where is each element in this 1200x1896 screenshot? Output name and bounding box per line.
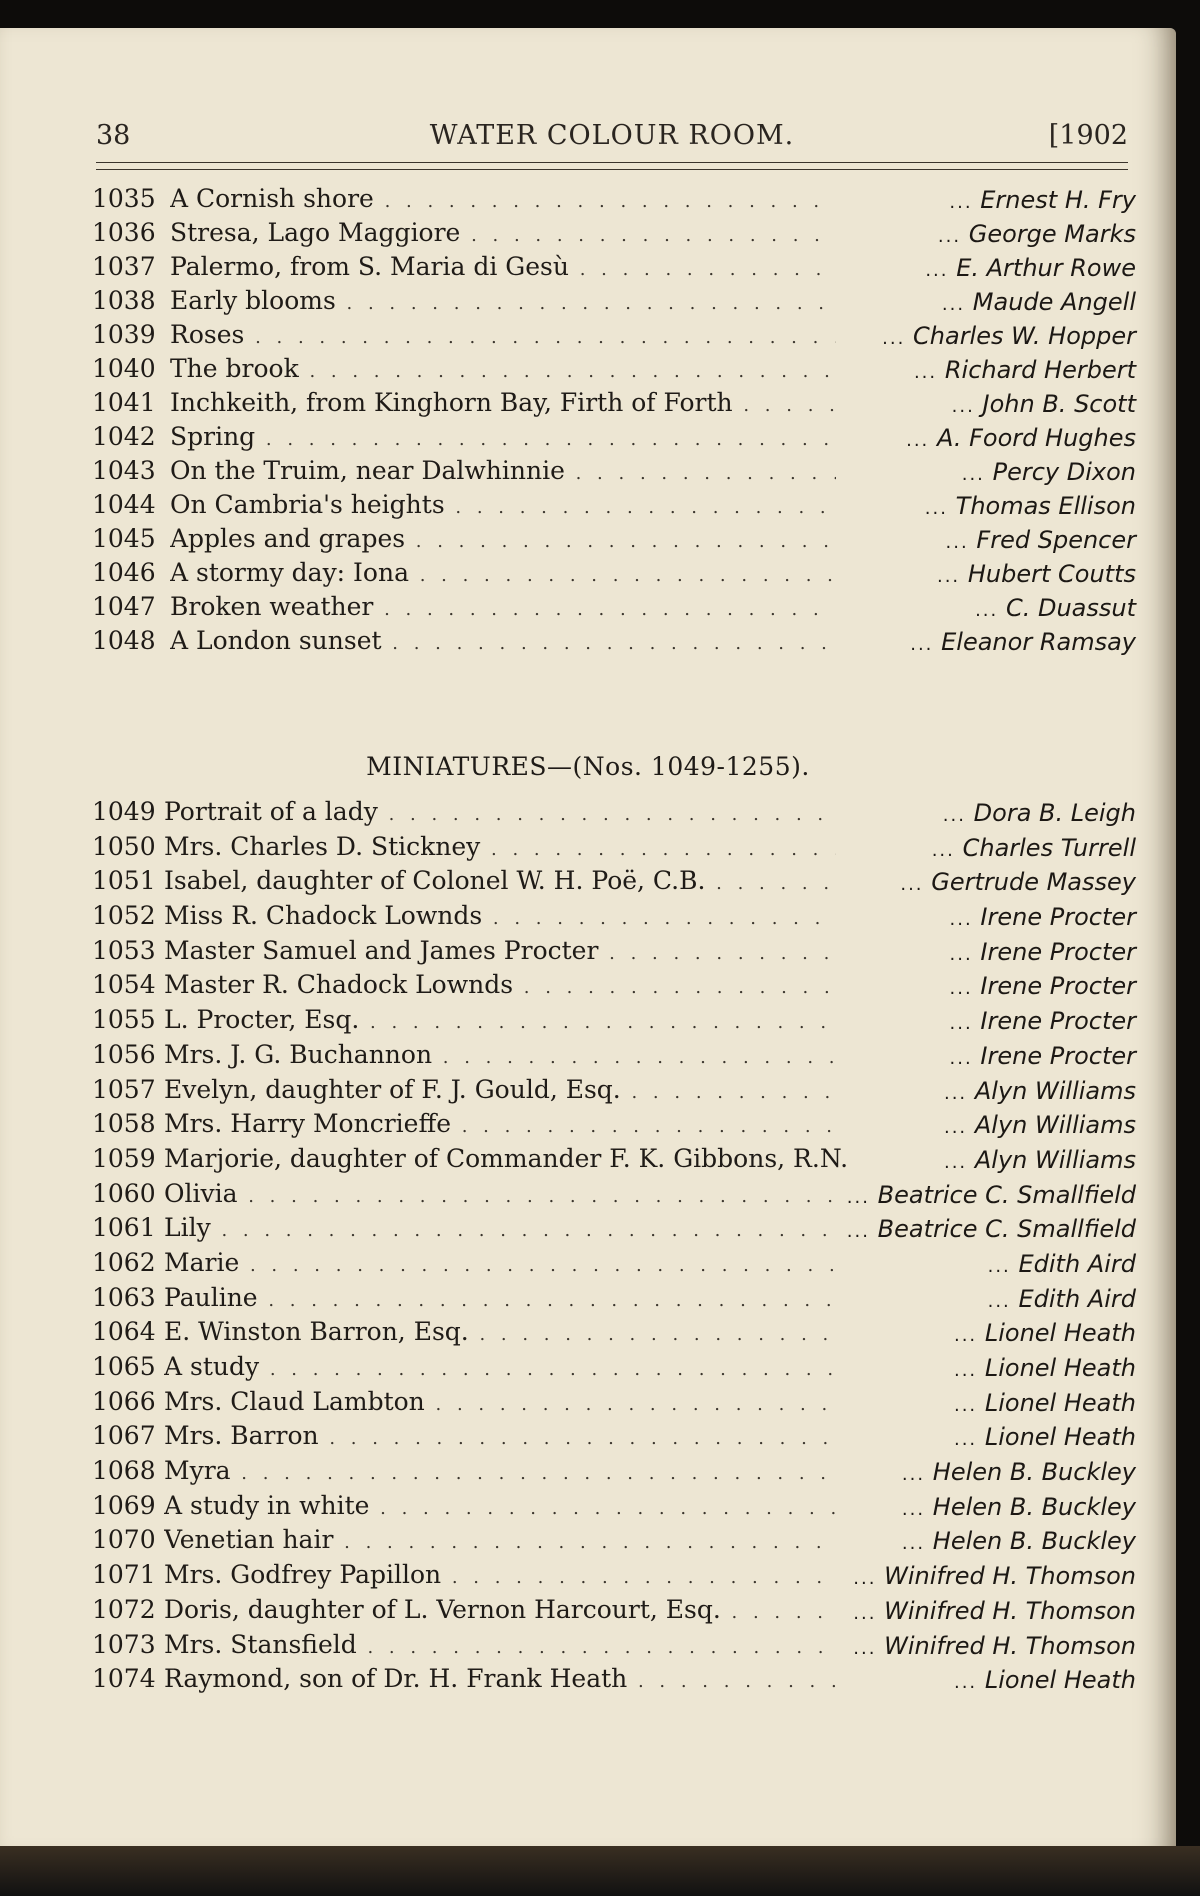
entry-number: 1048: [92, 626, 156, 655]
entry-title: The brook . . .: [170, 354, 836, 383]
catalogue-entry: [92, 1525, 1136, 1560]
entry-title: Venetian hair . . .: [164, 1525, 836, 1554]
entry-number: 1067: [92, 1421, 156, 1451]
entry-artist: ... Beatrice C. Smallfield: [836, 1215, 1136, 1243]
page-number: 38: [96, 120, 131, 151]
catalogue-entry: [92, 1248, 1136, 1283]
entry-number: 1058: [92, 1109, 156, 1139]
catalogue-entry: [92, 1283, 1136, 1318]
entry-artist: ... Percy Dixon: [836, 458, 1136, 486]
entry-artist: ... C. Duassut: [836, 594, 1136, 622]
entry-number: 1045: [92, 524, 156, 553]
entry-title: Inchkeith, from Kinghorn Bay, Firth of Forth . . .: [170, 388, 836, 417]
page-year: [1902: [1048, 120, 1128, 151]
entry-number: 1059: [92, 1143, 156, 1173]
catalogue-entry: [92, 1560, 1136, 1595]
entry-number: 1068: [92, 1456, 156, 1486]
entry-number: 1054: [92, 970, 156, 1000]
catalogue-entry: [92, 901, 1136, 936]
catalogue-entry: [92, 1005, 1136, 1040]
entry-artist: ... Dora B. Leigh: [836, 799, 1136, 827]
entry-artist: ... Lionel Heath: [836, 1389, 1136, 1417]
entry-artist: ... Irene Procter: [836, 938, 1136, 966]
entry-artist: ... Helen B. Buckley: [836, 1458, 1136, 1486]
entry-artist: ... Winifred H. Thomson: [836, 1632, 1136, 1660]
entry-title: A study . . .: [164, 1352, 836, 1381]
entry-artist: ... Charles W. Hopper: [836, 322, 1136, 350]
entry-number: 1044: [92, 490, 156, 519]
entry-title: Early blooms . . .: [170, 286, 836, 315]
page-header: [96, 120, 1128, 164]
catalogue-entry: [92, 797, 1136, 832]
catalogue-list-miniatures: [92, 797, 1136, 1699]
entry-artist: ... Helen B. Buckley: [836, 1493, 1136, 1521]
entry-artist: ... Lionel Heath: [836, 1319, 1136, 1347]
entry-number: 1062: [92, 1247, 156, 1277]
catalogue-entry: [92, 1387, 1136, 1422]
entry-title: Palermo, from S. Maria di Gesù . . .: [170, 252, 836, 281]
entry-number: 1039: [92, 320, 156, 349]
entry-title: Mrs. Claud Lambton . . .: [164, 1387, 836, 1416]
entry-artist: ... A. Foord Hughes: [836, 424, 1136, 452]
catalogue-entry: [92, 1317, 1136, 1352]
entry-artist: ... Alyn Williams: [836, 1111, 1136, 1139]
catalogue-entry: [92, 354, 1136, 388]
catalogue-entry: [92, 1144, 1136, 1179]
entry-number: 1055: [92, 1005, 156, 1035]
catalogue-entry: [92, 1456, 1136, 1491]
entry-artist: ... Ernest H. Fry: [836, 186, 1136, 214]
catalogue-entry: [92, 592, 1136, 626]
entry-artist: ... Charles Turrell: [836, 834, 1136, 862]
entry-number: 1047: [92, 592, 156, 621]
entry-artist: ... Gertrude Massey: [836, 868, 1136, 896]
catalogue-entry: [92, 1491, 1136, 1526]
entry-number: 1057: [92, 1074, 156, 1104]
entry-title: Master R. Chadock Lownds . . .: [164, 970, 836, 999]
catalogue-entry: [92, 490, 1136, 524]
entry-number: 1071: [92, 1560, 156, 1590]
catalogue-entry: [92, 252, 1136, 286]
catalogue-entry: [92, 626, 1136, 660]
entry-title: Raymond, son of Dr. H. Frank Heath . . .: [164, 1664, 836, 1693]
entry-number: 1061: [92, 1213, 156, 1243]
entry-artist: ... Winifred H. Thomson: [836, 1597, 1136, 1625]
entry-title: Mrs. Charles D. Stickney . . .: [164, 832, 836, 861]
entry-title: Miss R. Chadock Lownds . . .: [164, 901, 836, 930]
book-bottom-edge: [0, 1846, 1200, 1896]
entry-number: 1070: [92, 1525, 156, 1555]
entry-title: A study in white . . .: [164, 1491, 836, 1520]
entry-artist: ... Irene Procter: [836, 972, 1136, 1000]
entry-artist: ... Irene Procter: [836, 1007, 1136, 1035]
entry-title: On Cambria's heights . . .: [170, 490, 836, 519]
catalogue-entry: [92, 320, 1136, 354]
entry-number: 1038: [92, 286, 156, 315]
entry-number: 1053: [92, 935, 156, 965]
entry-title: Evelyn, daughter of F. J. Gould, Esq. . . .: [164, 1075, 836, 1104]
entry-artist: ... Edith Aird: [836, 1250, 1136, 1278]
catalogue-entry: [92, 1630, 1136, 1665]
entry-artist: ... Eleanor Ramsay: [836, 628, 1136, 656]
entry-title: Stresa, Lago Maggiore . . .: [170, 218, 836, 247]
catalogue-entry: [92, 866, 1136, 901]
entry-artist: ... Lionel Heath: [836, 1354, 1136, 1382]
catalogue-entry: [92, 832, 1136, 867]
entry-number: 1042: [92, 422, 156, 451]
entry-title: Master Samuel and James Procter . . .: [164, 936, 836, 965]
catalogue-entry: [92, 558, 1136, 592]
catalogue-entry: [92, 218, 1136, 252]
entry-number: 1064: [92, 1317, 156, 1347]
entry-title: Mrs. Stansfield . . .: [164, 1630, 836, 1659]
entry-artist: ... Beatrice C. Smallfield: [836, 1181, 1136, 1209]
entry-title: L. Procter, Esq. . . .: [164, 1005, 836, 1034]
entry-title: Mrs. Harry Moncrieffe . . .: [164, 1109, 836, 1138]
entry-title: Marie . . .: [164, 1248, 836, 1277]
entry-artist: ... Irene Procter: [836, 1042, 1136, 1070]
entry-number: 1049: [92, 797, 156, 826]
catalogue-entry: [92, 1213, 1136, 1248]
entry-title: Olivia . . .: [164, 1179, 836, 1208]
entry-number: 1052: [92, 901, 156, 931]
entry-artist: ... Alyn Williams: [936, 1146, 1136, 1174]
catalogue-entry: [92, 1421, 1136, 1456]
entry-number: 1073: [92, 1629, 156, 1659]
entry-artist: ... Edith Aird: [836, 1285, 1136, 1313]
entry-artist: ... Helen B. Buckley: [836, 1527, 1136, 1555]
entry-title: A Cornish shore . . .: [170, 184, 836, 213]
entry-title: E. Winston Barron, Esq. . . .: [164, 1317, 836, 1346]
entry-title: Mrs. J. G. Buchannon . . .: [164, 1040, 836, 1069]
entry-number: 1072: [92, 1594, 156, 1624]
catalogue-entry: [92, 1352, 1136, 1387]
entry-number: 1051: [92, 866, 156, 896]
entry-artist: ... Maude Angell: [836, 288, 1136, 316]
catalogue-entry: [92, 1109, 1136, 1144]
entry-artist: ... Hubert Coutts: [836, 560, 1136, 588]
entry-artist: ... George Marks: [836, 220, 1136, 248]
entry-title: Isabel, daughter of Colonel W. H. Poë, C.B. . . .: [164, 866, 836, 895]
entry-number: 1050: [92, 831, 156, 861]
catalogue-entry: [92, 936, 1136, 971]
entry-title: On the Truim, near Dalwhinnie . . .: [170, 456, 836, 485]
entry-artist: ... Lionel Heath: [836, 1423, 1136, 1451]
catalogue-entry: [92, 1179, 1136, 1214]
entry-artist: ... Winifred H. Thomson: [836, 1562, 1136, 1590]
entry-number: 1074: [92, 1664, 156, 1694]
entry-title: Roses . . .: [170, 320, 836, 349]
entry-number: 1041: [92, 388, 156, 417]
entry-artist: ... Thomas Ellison: [836, 492, 1136, 520]
entry-title: Marjorie, daughter of Commander F. K. Gibbons, R.N.: [164, 1143, 849, 1173]
entry-artist: ... Irene Procter: [836, 903, 1136, 931]
catalogue-entry: [92, 1040, 1136, 1075]
entry-title: Mrs. Godfrey Papillon . . .: [164, 1560, 836, 1589]
entry-title: Apples and grapes . . .: [170, 524, 836, 553]
entry-artist: ... John B. Scott: [836, 390, 1136, 418]
running-title: WATER COLOUR ROOM.: [429, 120, 795, 151]
entry-number: 1060: [92, 1178, 156, 1208]
entry-number: 1035: [92, 184, 156, 213]
entry-artist: ... Richard Herbert: [836, 356, 1136, 384]
entry-number: 1063: [92, 1282, 156, 1312]
entry-title: Doris, daughter of L. Vernon Harcourt, Esq. . . .: [164, 1595, 836, 1624]
header-rule: [96, 162, 1128, 170]
catalogue-entry: [92, 422, 1136, 456]
entry-title: Portrait of a lady . . .: [164, 797, 836, 826]
entry-artist: ... Lionel Heath: [836, 1666, 1136, 1694]
catalogue-entry: [92, 970, 1136, 1005]
entry-number: 1037: [92, 252, 156, 281]
entry-number: 1069: [92, 1490, 156, 1520]
entry-number: 1036: [92, 218, 156, 247]
entry-title: A stormy day: Iona . . .: [170, 558, 836, 587]
catalogue-entry: [92, 1595, 1136, 1630]
entry-number: 1040: [92, 354, 156, 383]
entry-number: 1043: [92, 456, 156, 485]
entry-title: Pauline . . .: [164, 1283, 836, 1312]
catalogue-entry: [92, 1664, 1136, 1699]
catalogue-entry: [92, 184, 1136, 218]
catalogue-entry: [92, 456, 1136, 490]
entry-number: 1056: [92, 1039, 156, 1069]
catalogue-entry: [92, 388, 1136, 422]
entry-number: 1065: [92, 1352, 156, 1381]
entry-title: Spring . . .: [170, 422, 836, 451]
section-heading-miniatures: MINIATURES—(Nos. 1049-1255).: [366, 752, 810, 781]
catalogue-list-water-colours: [92, 184, 1136, 660]
entry-title: Lily . . .: [164, 1213, 836, 1242]
entry-number: 1046: [92, 558, 156, 587]
entry-title: Broken weather . . .: [170, 592, 836, 621]
catalogue-entry: [92, 524, 1136, 558]
entry-number: 1066: [92, 1386, 156, 1416]
entry-artist: ... E. Arthur Rowe: [836, 254, 1136, 282]
entry-artist: ... Alyn Williams: [836, 1077, 1136, 1105]
entry-title: A London sunset . . .: [170, 626, 836, 655]
entry-title: Mrs. Barron . . .: [164, 1421, 836, 1450]
catalogue-entry: [92, 1075, 1136, 1110]
entry-title: Myra . . .: [164, 1456, 836, 1485]
catalogue-entry: [92, 286, 1136, 320]
entry-artist: ... Fred Spencer: [836, 526, 1136, 554]
